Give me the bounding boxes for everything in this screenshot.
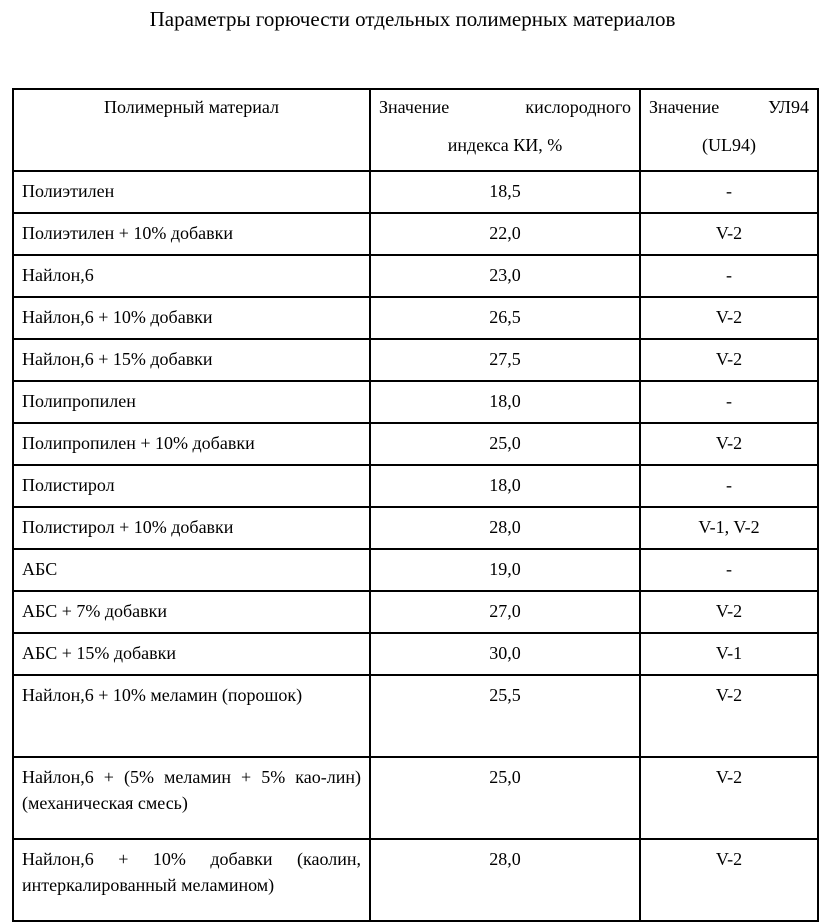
cell-ul94: V-1, V-2 [640, 507, 818, 549]
cell-oxygen-index: 22,0 [370, 213, 640, 255]
table-row [13, 465, 818, 507]
cell-material: Найлон,6 + 10% добавки (каолин, интеркалированный меламином) [13, 839, 370, 921]
cell-oxygen-index: 25,5 [370, 675, 640, 757]
table-row [13, 297, 818, 339]
cell-material: Найлон,6 [13, 255, 370, 297]
header-ul94-line2: (UL94) [702, 135, 756, 155]
table-row [13, 507, 818, 549]
cell-material: АБС [13, 549, 370, 591]
cell-ul94: V-2 [640, 213, 818, 255]
table-row [13, 213, 818, 255]
header-row [13, 89, 818, 171]
header-oxygen-index [370, 89, 640, 171]
table-row [13, 675, 818, 757]
table-row [13, 171, 818, 213]
cell-ul94: V-2 [640, 839, 818, 921]
cell-ul94: - [640, 465, 818, 507]
table-row [13, 757, 818, 839]
header-material-label: Полимерный материал [103, 97, 280, 117]
table-header [13, 89, 818, 171]
cell-ul94: V-2 [640, 339, 818, 381]
cell-ul94: V-2 [640, 757, 818, 839]
header-ul94-line1: Значение УЛ94 [649, 97, 809, 117]
table-row [13, 255, 818, 297]
cell-ul94: V-2 [640, 675, 818, 757]
cell-oxygen-index: 18,5 [370, 171, 640, 213]
cell-ul94: V-2 [640, 423, 818, 465]
cell-material: Полиэтилен [13, 171, 370, 213]
cell-material: Полистирол + 10% добавки [13, 507, 370, 549]
cell-ul94: V-1 [640, 633, 818, 675]
table-row [13, 591, 818, 633]
flammability-table [12, 88, 819, 922]
cell-material: Найлон,6 + (5% меламин + 5% као-лин) (механическая смесь) [13, 757, 370, 839]
header-material [13, 89, 370, 171]
cell-oxygen-index: 19,0 [370, 549, 640, 591]
cell-oxygen-index: 28,0 [370, 507, 640, 549]
cell-oxygen-index: 25,0 [370, 423, 640, 465]
cell-oxygen-index: 23,0 [370, 255, 640, 297]
cell-ul94: - [640, 171, 818, 213]
cell-oxygen-index: 28,0 [370, 839, 640, 921]
cell-oxygen-index: 30,0 [370, 633, 640, 675]
cell-ul94: - [640, 549, 818, 591]
table-row [13, 633, 818, 675]
cell-oxygen-index: 25,0 [370, 757, 640, 839]
cell-material: Найлон,6 + 15% добавки [13, 339, 370, 381]
table-row [13, 381, 818, 423]
cell-ul94: - [640, 381, 818, 423]
cell-oxygen-index: 27,5 [370, 339, 640, 381]
cell-oxygen-index: 27,0 [370, 591, 640, 633]
header-oxygen-index-line1: Значение кислородного [379, 97, 631, 117]
cell-material: Полиэтилен + 10% добавки [13, 213, 370, 255]
cell-oxygen-index: 18,0 [370, 381, 640, 423]
cell-oxygen-index: 26,5 [370, 297, 640, 339]
table-row [13, 839, 818, 921]
cell-ul94: V-2 [640, 297, 818, 339]
cell-oxygen-index: 18,0 [370, 465, 640, 507]
cell-material: Полипропилен [13, 381, 370, 423]
table-row [13, 339, 818, 381]
cell-material: АБС + 15% добавки [13, 633, 370, 675]
header-oxygen-index-line2: индекса КИ, % [447, 135, 563, 155]
cell-ul94: V-2 [640, 591, 818, 633]
table-body [13, 171, 818, 921]
cell-material: Найлон,6 + 10% добавки [13, 297, 370, 339]
table-row [13, 423, 818, 465]
cell-material: Полипропилен + 10% добавки [13, 423, 370, 465]
cell-material: Найлон,6 + 10% меламин (порошок) [13, 675, 370, 757]
cell-material: АБС + 7% добавки [13, 591, 370, 633]
header-ul94 [640, 89, 818, 171]
table-row [13, 549, 818, 591]
cell-material: Полистирол [13, 465, 370, 507]
page-title: Параметры горючести отдельных полимерных материалов [149, 7, 676, 31]
cell-ul94: - [640, 255, 818, 297]
